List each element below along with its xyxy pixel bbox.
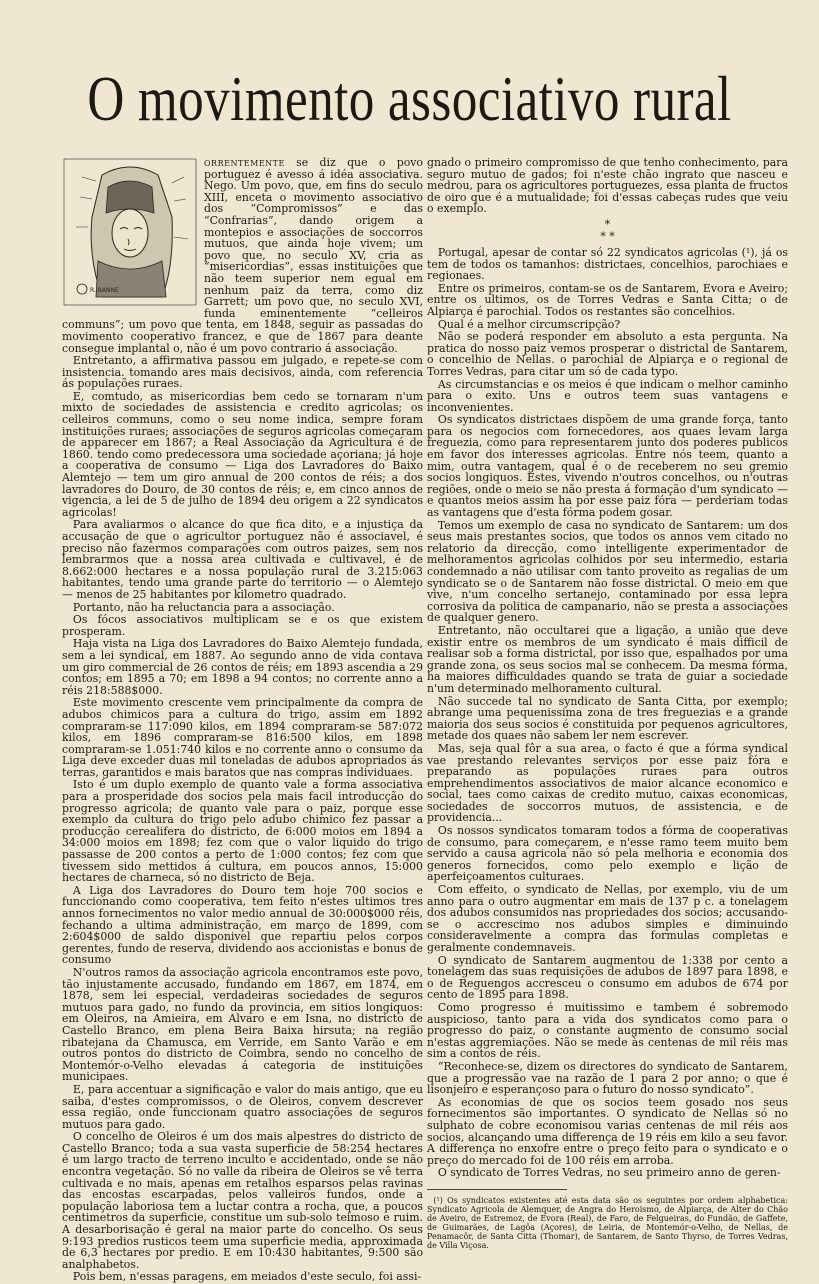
paragraph: Mas, seja qual fôr a sua area, o facto é que a fórma syndical vae prestando relevantes serviços por esse paiz fóra e preparando as populações ruraes para outros emprehendimentos associativos de maior alcance economico e social, taes como caixas de credito mutuo, caixas economicas, sociedades de soccorros mutuos, de assistencia, e de providencia... [427, 741, 788, 825]
paragraph: Qual é a melhor circumscripção? [437, 317, 621, 331]
star-separator: * [604, 217, 611, 231]
paragraph: E, para accentuar a significação e valor do mais antigo, que eu saiba, d'estes compromissos, o de Oleiros, convem descrever essa região, onde funccionam quatro associações de seguros mutuos para gado. [62, 1082, 423, 1131]
paragraph: Não se poderá responder em absoluto a esta pergunta. Na pratica do nosso paiz vemos prosperar o districtal de Santarem, o concelhio de Nellas. o parochial de Alpiarça e o regional de Torres Vedras, para citar um só de cada typo. [427, 330, 788, 378]
paragraph: Portugal, apesar de contar só 22 syndicatos agricolas (¹), já os tem de todos os tamanhos: districtaes, concelhios, parochiaes e regionaes. [427, 245, 788, 283]
paragraph: Os nossos syndicatos tomaram todos a fórma de cooperativas de consumo, para começarem, e n'esse ramo teem muito bem servido a causa agricola não só pela melhoria e economia dos generos fornecidos, como pelo exemplo e lição de aperfeiçoamentos culturaes. [427, 824, 788, 884]
paragraph: Pois bem, n'essas paragens, em meiados d'este seculo, foi assi- [72, 1270, 422, 1284]
paragraph: Isto é um duplo exemplo de quanto vale a forma associativa para a prosperidade dos socios pela mais facil introducção do progresso agricola; de quanto vale para o paiz, porque esse exemplo da cultura do trigo pelo adubo chimico fez passar a producção cerealifera do districto, de 6:000 moios em 1894 a 34:000 moios em 1898; fez com que o valor liquido do trigo passasse de 200 contos a perto de 1:000 contos; fez com que tivessem sido mettidos á cultura, em poucos annos, 15:000 hectares de charneca, só no districto de Beja. [62, 778, 423, 885]
paragraph: O concelho de Oleiros é um dos mais alpestres do districto de Castello Branco; toda a sua vasta superficie de 58:254 hectares é um largo tracto de terreno inculto e accidentado, onde se não encontra vegetação. Só no valle da ribeira de Oleiros se vê terra cultivada e no mais, apenas em retalhos esparsos pelas ravinas das encostas escarpadas, pelos valleiros fundos, onde a população laboriosa tem a luctar contra a rocha, que, a poucos centimetros da superficie, constitue um sub-solo teimoso e ruim. A desarborisação é geral na maior parte do concelho. Os seus 9:193 predios rusticos teem uma superficie media, approximada de 6,3 hectares por predio. E em 10:430 habitantes, 9:500 são analphabetos. [62, 1130, 423, 1271]
paragraph: O syndicato de Torres Vedras, no seu primeiro anno de geren- [437, 1166, 781, 1180]
footnote: (¹) Os syndicatos existentes até esta data são os seguintes por ordem alphabetica: Syndicato Agricola de Alemquer, de Angra do Heroismo, de Alpiarça, de Alter do Chão de Aveiro, de Estremoz, de Evora (Real), de Faro, de Felgueiras, do Fundão, de Gaffete, de Guimarães, de Lagôa (Açores), de Leiria, de Montemór-o-Velho, de Nellas, de Penamacôr, de Santa Citta (Thomar), de Santarem, de Santo Thyrso, de Torres Vedras, de Villa Viçosa. [427, 1195, 788, 1250]
paragraph: Haja vista na Liga dos Lavradores do Baixo Alemtejo fundada, sem a lei syndical, em 1887. Ao segundo anno de vida contava um giro commercial de 26 contos de réis; em 1893 ascendia a 29 contos; em 1895 a 70; em 1898 a 94 contos; no corrente anno a réis 218:588$000. [62, 637, 423, 697]
paragraph: E, comtudo, as misericordias bem cedo se tornaram n'um mixto de sociedades de assistencia e credito agricolas; os celleiros communs, como o seu nome indica, sempre foram instituições ruraes; associações de seguros agricolas começaram de apparecer em 1867; a Real Associação da Agricultura é de 1860. tendo como predecessora uma sociedade açoriana; já hoje a cooperativa de consumo — Liga dos Lavradores do Baixo Alemtejo — tem um giro annual de 200 contos de réis; a dos lavradores do Douro, de 30 contos de réis; e, em cinco annos de vigencia, a lei de 5 de julho de 1894 deu origem a 22 syndicatos agricolas! [62, 389, 423, 519]
paragraph: Entretanto, não occultarei que a ligação, a união que deve existir entre os membros de um syndicato é mais difficil de realisar sob a forma districtal, por isso que, espalhados por uma grande zona, os seus socios mal se conhecem. Da mesma fórma, ha maiores difficuldades quando se trata de guiar a sociedade n'um determinado melhoramento cultural. [427, 623, 788, 695]
paragraph: Para avaliarmos o alcance do que fica dito, e a injustiça da accusação de que o agricultor portuguez não é associavel, é preciso não fazermos comparações com outros paizes, sem nos lembrarmos que a nossa area cultivada e cultivavel, é de 8.662:000 hectares e a nossa população rural de 3.215:063 habitantes, tendo uma grande parte do territorio — o Alemtejo — menos de 25 habitantes por kilometro quadrado. [62, 518, 423, 601]
paragraph: Entretanto, a affirmativa passou em julgado, e repete-se com insistencia. tomando ares mais decisivos, ainda, com referencia ás populações ruraes. [62, 354, 423, 391]
paragraph: Não succede tal no syndicato de Santa Citta, por exemplo; abrange uma pequenissima zona de tres freguezias e a grande maioria dos seus socios é constituida por pequenos agricultores, metade dos quaes não sabem ler nem escrever. [427, 694, 788, 743]
paragraph: Portanto, não ha reluctancia para a associação. [72, 600, 335, 614]
paragraph: gnado o primeiro compromisso de que tenho conhecimento, para seguro mutuo de gados; foi n'este chão ingrato que nasceu e medrou, para os agricultores portuguezes, essa planta de fructos de oiro que é a mutualidade; foi d'essas cabeças rudes que veiu o exemplo. [427, 156, 788, 216]
drop-lead: orrentemente [204, 156, 285, 169]
vignette-signature: R. BANNE [90, 287, 119, 294]
right-column [427, 157, 788, 1251]
paragraph-text: se diz que o povo portuguez é avesso á idéa associativa. Nego. Um povo, que, em fins do seculo XIII, enceta o movimento associativo dos “Compromissos” e das “Confrarias”, dando origem a montepios e associações de soccorros mutuos, que ainda hoje vivem; um povo que, no seculo XV, cria as “misericordias”, essas instituições que não teem superior nem egual em nenhum paiz da terra, como diz Garrett; um povo que, no seculo XVI, funda eminentemente “celleiros communs”; um povo que tenta, em 1848, seguir as passadas do movimento cooperativo francez, e que de 1867 para deante consegue implantal o, não é um povo contrario á associação. [62, 156, 423, 355]
woman-portrait-vignette [62, 157, 198, 307]
article-title: O movimento associativo rural [87, 63, 732, 134]
footnote-divider [427, 1189, 567, 1190]
paragraph: As economias de que os socios teem gosado nos seus fornecimentos são importantes. O syndicato de Nellas só no sulphato de cobre economisou varias centenas de mil réis aos socios, alcançando uma differença de 19 réis em kilo a seu favor. A differença no enxofre entre o preço feito para o syndicato e o preço do mercado foi de 100 réis em arroba. [427, 1095, 788, 1167]
paragraph: Os fócos associativos multiplicam se e os que existem prosperam. [62, 613, 423, 638]
paragraph: O syndicato de Santarem augmentou de 1:338 por cento a tonelagem das suas requisições de adubos de 1897 para 1898, e o de Reguengos accresceu o consumo em adubos de 674 por cento de 1895 para 1898. [427, 953, 788, 1002]
paragraph: “Reconhece-se, dizem os directores do syndicato de Santarem, que a progressão vae na razão de 1 para 2 por anno; o que é lisonjeiro e esperançoso para o futuro do nosso syndicato”. [427, 1059, 788, 1097]
paragraph: Temos um exemplo de casa no syndicato de Santarem: um dos seus mais prestantes socios, que todos os annos vem citado no relatorio da direcção, como intelligente experimentador de melhoramentos agricolas colhidos por seu intermedio, estaria condemnado a não utilisar com tanto proveito as regalias de um syndicato se o de Santarem não fosse districtal. O meio em que vive, n'um concelho sertanejo, contaminado por essa lepra corrosiva da politica de campanario, não se presta a associações de qualquer genero. [427, 518, 788, 625]
star-separator: * * [600, 229, 615, 243]
paragraph: N'outros ramos da associação agricola encontramos este povo, tão injustamente accusado, fundando em 1867, em 1874, em 1878, sem lei especial, verdadeiras sociedades de seguros mutuos para gado, no fundo da provincia, em sitios longiquos: em Oleiros, na Amieira, em Alvaro e em Isna, no districto de Castello Branco, em plena Beira Baixa hirsuta; na região ribatejana da Chamusca, em Verride, em Santo Varão e em outros pontos do districto de Coimbra, sendo no concelho de Montemór-o-Velho elevadas á categoria de instituições municipaes. [62, 965, 423, 1084]
paragraph: Este movimento crescente vem principalmente da compra de adubos chimicos para a cultura do trigo, assim em 1892 compraram-se 117:090 kilos, em 1894 compraram-se 587:072 kilos, em 1896 compraram-se 816:500 kilos, em 1898 compraram-se 1.051:740 kilos e no corrente anno o consumo da Liga deve exceder duas mil toneladas de adubos apropriados ás terras, garantidos e mais baratos que nas compras individuaes. [62, 696, 423, 779]
left-column [62, 157, 423, 1284]
section-break [427, 219, 788, 243]
paragraph: Os syndicatos districtaes dispõem de uma grande força, tanto para os negocios com fornecedores, aos quaes levam larga freguezia, como para representarem junto dos poderes publicos em favor dos interesses agricolas. Entre nós teem, quanto a mim, outra vantagem, qual é o de receberem no seu gremio socios longiquos. Estes, vivendo n'outros concelhos, ou n'outras regiões, onde o meio se não presta á formação d'um syndicato — e quantos meios assim ha por esse paiz fóra — perderiam todas as vantagens que d'esta fórma podem gosar. [427, 413, 788, 520]
paragraph: Entre os primeiros, contam-se os de Santarem, Evora e Aveiro; entre os ultimos, os de Torres Vedras e Santa Citta; o de Alpiarça é parochial. Todos os restantes são concelhios. [427, 281, 788, 318]
paragraph: As circumstancias e os meios é que indicam o melhor caminho para o exito. Uns e outros teem suas vantagens e inconvenientes. [427, 377, 788, 414]
paragraph: A Liga dos Lavradores do Douro tem hoje 700 socios e funccionando como cooperativa, tem feito n'estes ultimos tres annos fornecimentos no valor medio annual de 30:000$000 réis, fechando a ultima administração, em março de 1899, com 2:604$000 de saldo disponivel que repartiu pelos corpos gerentes, fundo de reserva, dividendo aos accionistas e bonus de consumo [62, 883, 423, 967]
paragraph: Como progresso é muitissimo e tambem é sobremodo auspicioso, tanto para a vida dos syndicatos como para o progresso do paiz, o constante augmento de consumo social n'estas aggremiações. Não se mede às centenas de mil réis mas sim a contos de réis. [427, 1000, 788, 1061]
paragraph: Com effeito, o syndicato de Nellas, por exemplo, viu de um anno para o outro augmentar em mais de 137 p c. a tonelagem dos adubos consumidos nas propriedades dos socios; accusando-se o accrescimo nos adubos simples e diminuindo consideravelmente a compra das formulas completas e geralmente condemnaveis. [427, 883, 788, 954]
